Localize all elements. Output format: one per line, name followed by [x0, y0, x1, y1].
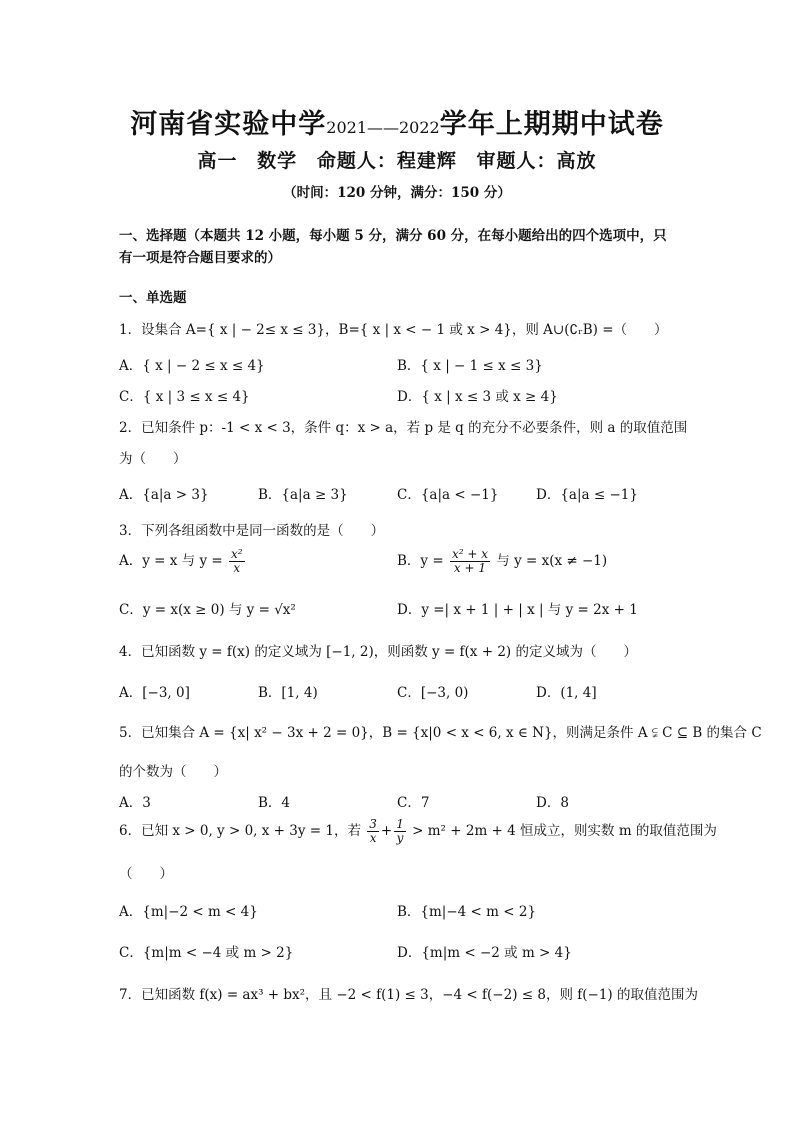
- question-5-stem-line1: 5．已知集合 A = {x| x² − 3x + 2 = 0}，B = {x|0 < x < 6, x ∈ N}，则满足条件 A ⫋ C ⊆ B 的集合 C: [119, 725, 762, 741]
- section-heading-line1: 一、选择题（本题共 12 小题，每小题 5 分，满分 60 分，在每小题给出的四个选项中，只: [119, 228, 667, 244]
- question-2-option-a: A．{a|a > 3}: [119, 487, 209, 503]
- question-4-stem: 4．已知函数 y = f(x) 的定义域为 [−1, 2)，则函数 y = f(x + 2) 的定义域为（ ）: [119, 644, 637, 660]
- fraction-denominator: x: [369, 831, 377, 845]
- question-3-option-a-fraction: [229, 548, 245, 575]
- title-year: 2021——2022: [326, 118, 440, 137]
- question-3-option-d: D．y =| x + 1 | + | x | 与 y = 2x + 1: [397, 602, 638, 618]
- question-6-stem-line2: （ ）: [119, 866, 173, 882]
- question-6-fraction-2: [394, 818, 406, 845]
- fraction-numerator: x²: [231, 547, 243, 561]
- question-5-option-d: D．8: [536, 795, 569, 811]
- question-3-option-a: [119, 548, 247, 575]
- question-5-option-a: A．3: [119, 795, 151, 811]
- subject-label: 数学: [257, 150, 298, 172]
- question-5-option-c: C．7: [397, 795, 430, 811]
- question-4-option-b: B．[1, 4): [258, 685, 318, 701]
- question-2-stem-line1: 2．已知条件 p：-1 < x < 3，条件 q：x > a，若 p 是 q 的充分不必要条件，则 a 的取值范围: [119, 420, 688, 436]
- question-2-option-d: D．{a|a ≤ −1}: [536, 487, 638, 503]
- question-2-option-b: B．{a|a ≥ 3}: [258, 487, 348, 503]
- sub-heading: 一、单选题: [119, 290, 187, 306]
- author-label: 命题人：程建辉: [316, 150, 457, 172]
- question-3-option-b-fraction: [450, 548, 490, 575]
- question-6-fraction-1: [367, 818, 379, 845]
- title-term: 学年上期期中试卷: [439, 109, 664, 140]
- question-2-option-c: C．{a|a < −1}: [397, 487, 499, 503]
- question-3-option-a-text: A．y = x 与 y =: [119, 553, 223, 569]
- reviewer-label: 审题人：高放: [476, 150, 597, 172]
- question-4-option-c: C．[−3, 0): [397, 685, 469, 701]
- question-3-option-b-tail: 与 y = x(x ≠ −1): [496, 553, 608, 569]
- question-3-option-b: [397, 548, 607, 575]
- question-7-stem: 7．已知函数 f(x) = ax³ + bx²，且 −2 < f(1) ≤ 3，−4 < f(−2) ≤ 8，则 f(−1) 的取值范围为: [119, 987, 698, 1003]
- question-6-option-a: A．{m|−2 < m < 4}: [119, 904, 258, 920]
- question-6-stem-tail: > m² + 2m + 4 恒成立，则实数 m 的取值范围为: [412, 823, 717, 839]
- question-4-option-a: A．[−3, 0]: [119, 685, 190, 701]
- question-6-option-d: D．{m|m < −2 或 m > 4}: [397, 945, 572, 961]
- time-info: （时间：120 分钟，满分：150 分）: [283, 185, 511, 201]
- question-2-stem-line2: 为（ ）: [119, 451, 187, 467]
- question-5-option-b: B．4: [258, 795, 291, 811]
- question-1-option-a: A．{ x | − 2 ≤ x ≤ 4}: [119, 358, 265, 374]
- title-school: 河南省实验中学: [130, 109, 327, 140]
- question-3-option-c: C．y = x(x ≥ 0) 与 y = √x²: [119, 602, 296, 618]
- question-1-option-d: D．{ x | x ≤ 3 或 x ≥ 4}: [397, 389, 558, 405]
- section-heading-line2: 有一项是符合题目要求的）: [119, 250, 281, 266]
- question-1-option-b: B．{ x | − 1 ≤ x ≤ 3}: [397, 358, 543, 374]
- fraction-denominator: x: [233, 561, 241, 575]
- question-6-option-c: C．{m|m < −4 或 m > 2}: [119, 945, 294, 961]
- question-3-stem: 3．下列各组函数中是同一函数的是（ ）: [119, 523, 385, 539]
- question-3-option-b-text: B．y =: [397, 553, 444, 569]
- question-6-stem-line1: 6．已知 x > 0, y > 0, x + 3y = 1，若 $\frac{3}{x}$ + $\frac{1}{y}$ > m² + 2m + 4 恒成立，则实数 m 的取值范围为: [119, 817, 717, 845]
- question-1-option-c: C．{ x | 3 ≤ x ≤ 4}: [119, 389, 250, 405]
- question-6-stem-text: 6．已知 x > 0, y > 0, x + 3y = 1，若: [119, 823, 361, 839]
- exam-title: [0, 102, 794, 141]
- exam-subtitle: [0, 146, 794, 173]
- question-4-option-d: D．(1, 4]: [536, 685, 597, 701]
- fraction-denominator: y: [396, 831, 404, 845]
- fraction-numerator: 1: [396, 817, 404, 831]
- question-1-stem: 1．设集合 A={ x | − 2≤ x ≤ 3}，B={ x | x < − 1 或 x > 4}，则 A∪(∁ᵣB) =（ ）: [119, 322, 668, 338]
- question-6-option-b: B．{m|−4 < m < 2}: [397, 904, 537, 920]
- fraction-numerator: 3: [369, 817, 377, 831]
- question-5-stem-line2: 的个数为（ ）: [119, 764, 227, 780]
- fraction-denominator: x + 1: [453, 561, 487, 575]
- grade-label: 高一: [197, 150, 238, 172]
- fraction-numerator: x² + x: [451, 547, 488, 561]
